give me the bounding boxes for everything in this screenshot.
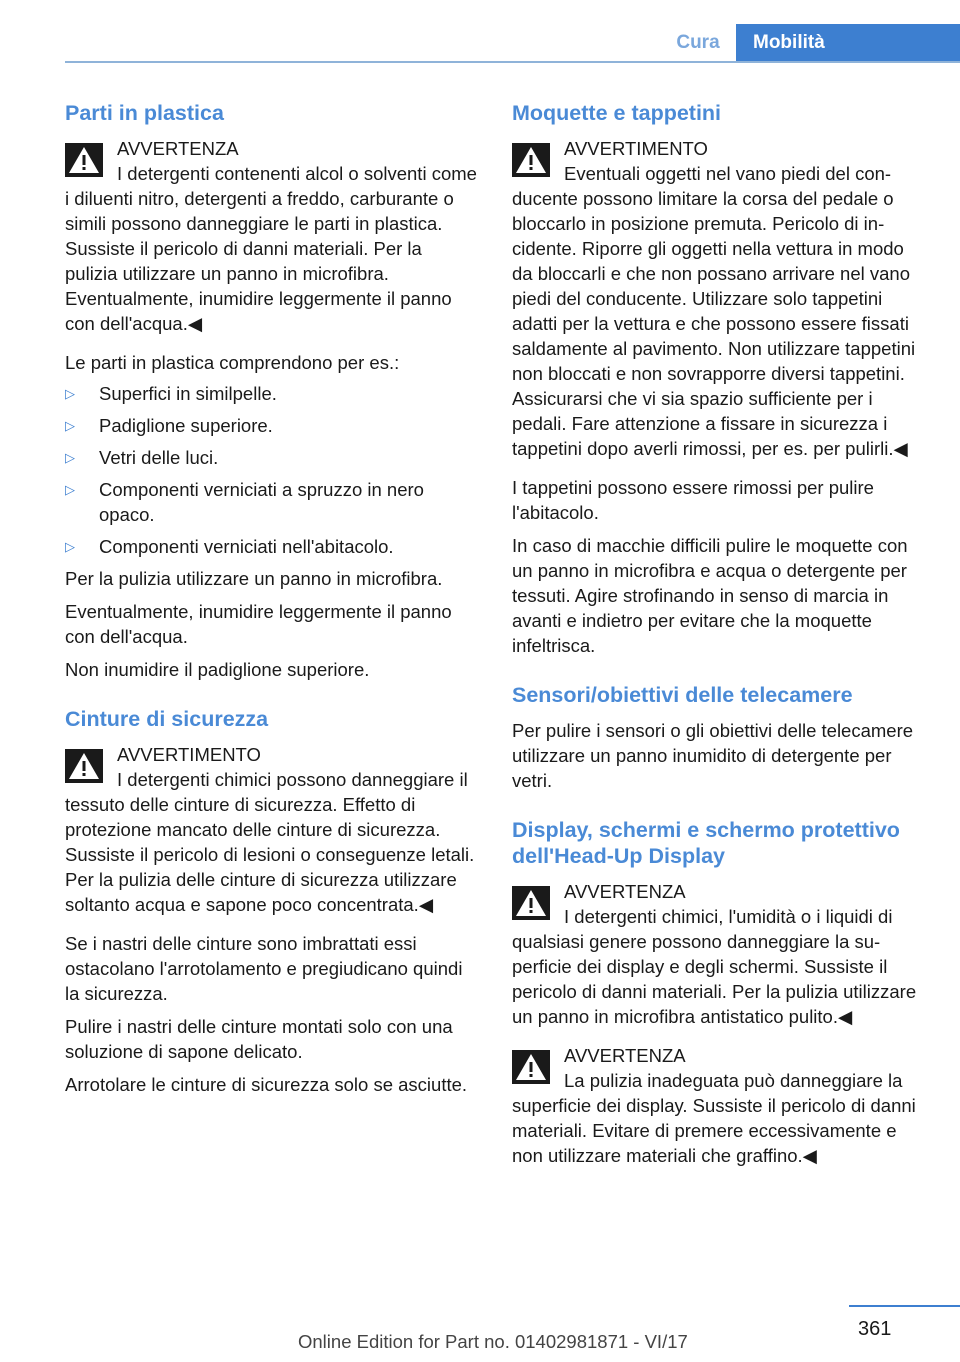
- plastic-list: [65, 381, 478, 559]
- edition-footer: Online Edition for Part no. 01402981871 - VI/17: [298, 1331, 688, 1352]
- right-column: [512, 100, 926, 1182]
- warning-plastic: [65, 136, 478, 336]
- list-item: ▷ Componenti verniciati a spruzzo in nero opaco.: [65, 479, 424, 525]
- list-item: ▷ Padiglione superiore.: [65, 415, 273, 436]
- plastic-p3: Non inumidire il padiglione superiore.: [65, 659, 370, 680]
- left-column: [65, 100, 478, 1097]
- tab-mobilita[interactable]: Mobilità: [736, 24, 960, 61]
- plastic-p1: Per la pulizia utilizzare un panno in microfibra.: [65, 568, 443, 589]
- section-title-sensors: Sensori/obiettivi delle telecamere: [512, 683, 853, 707]
- warning-label: AVVERTENZA: [564, 1045, 686, 1066]
- warning-label: AVVERTIMENTO: [117, 744, 261, 765]
- carpets-p1: I tappetini possono essere rimossi per pulire l'abitacolo.: [512, 477, 874, 523]
- list-item: ▷ Superfici in similpelle.: [65, 383, 277, 404]
- list-item: ▷ Componenti verniciati nell'abitacolo.: [65, 536, 394, 557]
- belts-p3: Arrotolare le cinture di sicurezza solo se asciutte.: [65, 1074, 468, 1095]
- plastic-intro: Le parti in plastica comprendono per es.:: [65, 352, 400, 373]
- warning-text: La pulizia inadeguata può danneggiare la superficie dei display. Sussiste il pericolo di danni materiali. Evitare di premere eccessivamente e non utilizzare materiali che graffino.◀: [512, 1070, 916, 1166]
- footer-rule: [849, 1305, 960, 1307]
- warning-text: I detergenti chimici possono danneggiare il tessuto delle cinture di sicurezza. Effetto di protezione mancato delle cinture di sicurezza. Sussiste il pericolo di lesioni o conseguenze letali. Per la pulizia delle cinture di sicurezza utilizzare soltanto acqua e sapone poco concentrata.◀: [65, 769, 475, 915]
- warning-carpets: [512, 136, 926, 461]
- header-rule: [65, 61, 960, 63]
- section-title-plastic: Parti in plastica: [65, 101, 224, 125]
- bullet-triangle-icon: ▷: [65, 418, 75, 433]
- warning-icon: [512, 143, 550, 177]
- warning-icon: [65, 143, 103, 177]
- warning-label: AVVERTENZA: [564, 881, 686, 902]
- carpets-p2: In caso di macchie difficili pulire le moquette con un panno in microfibra e acqua o detergente per tessuti. Agire strofinando in senso di marcia in avanti e indietro per evitare che la moquette infeltrisca.: [512, 535, 908, 656]
- section-title-carpets: Moquette e tappetini: [512, 101, 722, 125]
- belts-p1: Se i nastri delle cinture sono imbrattati essi ostacolano l'arrotolamento e pregiudicano quindi la sicurezza.: [65, 933, 463, 1004]
- page-number: 361: [858, 1318, 892, 1340]
- bullet-triangle-icon: ▷: [65, 450, 75, 465]
- warning-display-1: [512, 879, 926, 1029]
- bullet-triangle-icon: ▷: [65, 386, 75, 401]
- tab-cura[interactable]: Cura: [676, 31, 720, 53]
- bullet-triangle-icon: ▷: [65, 539, 75, 554]
- warning-text: Eventuali oggetti nel vano piedi del conducente possono limitare la corsa del pedale o bloccarlo in posizione premuta. Pericolo di incidente. Riporre gli oggetti nella vettura in modo da bloccarli e che non possano arrivare nel vano piedi del conducente. Utilizzare solo tappetini adatti per la vettura e che possono essere fissati saldamente al pavimento. Non utilizzare tappetini non bloccati e non sovrapporre diversi tappetini. Assicurarsi che vi sia spazio sufficiente per i pedali. Fare attenzione a fissare in sicurezza i tappetini dopo averli rimossi, per es. per pulirli.◀: [512, 163, 916, 459]
- sensors-p1: Per pulire i sensori o gli obiettivi delle telecamere utilizzare un panno inumidito di detergente per vetri.: [512, 720, 914, 791]
- warning-label: AVVERTENZA: [117, 138, 239, 159]
- section-title-display: Display, schermi e schermo protettivo dell'Head-Up Display: [512, 818, 900, 868]
- bullet-triangle-icon: ▷: [65, 482, 75, 497]
- warning-icon: [512, 1050, 550, 1084]
- warning-label: AVVERTIMENTO: [564, 138, 708, 159]
- warning-icon: [512, 886, 550, 920]
- warning-icon: [65, 749, 103, 783]
- list-item: ▷ Vetri delle luci.: [65, 447, 219, 468]
- warning-belts: [65, 742, 478, 917]
- warning-display-2: [512, 1043, 926, 1168]
- warning-text: I detergenti contenenti alcol o solventi come i diluenti nitro, detergenti a freddo, carburante o simili possono danneggiare le parti in plastica. Sussiste il pericolo di danni materiali. Per la pulizia utilizzare un panno in microfibra. Eventualmente, inumidire leggermente il panno con dell'acqua.◀: [65, 163, 477, 334]
- section-title-belts: Cinture di sicurezza: [65, 707, 269, 731]
- warning-text: I detergenti chimici, l'umidità o i liquidi di qualsiasi genere possono danneggiare la superficie dei display e degli schermi. Sussiste il pericolo di danni materiali. Per la pulizia utilizzare un panno in microfibra antistatico pulito.◀: [512, 906, 917, 1027]
- plastic-p2: Eventualmente, inumidire leggermente il panno con dell'acqua.: [65, 601, 452, 647]
- belts-p2: Pulire i nastri delle cinture montati solo con una soluzione di sapone delicato.: [65, 1016, 453, 1062]
